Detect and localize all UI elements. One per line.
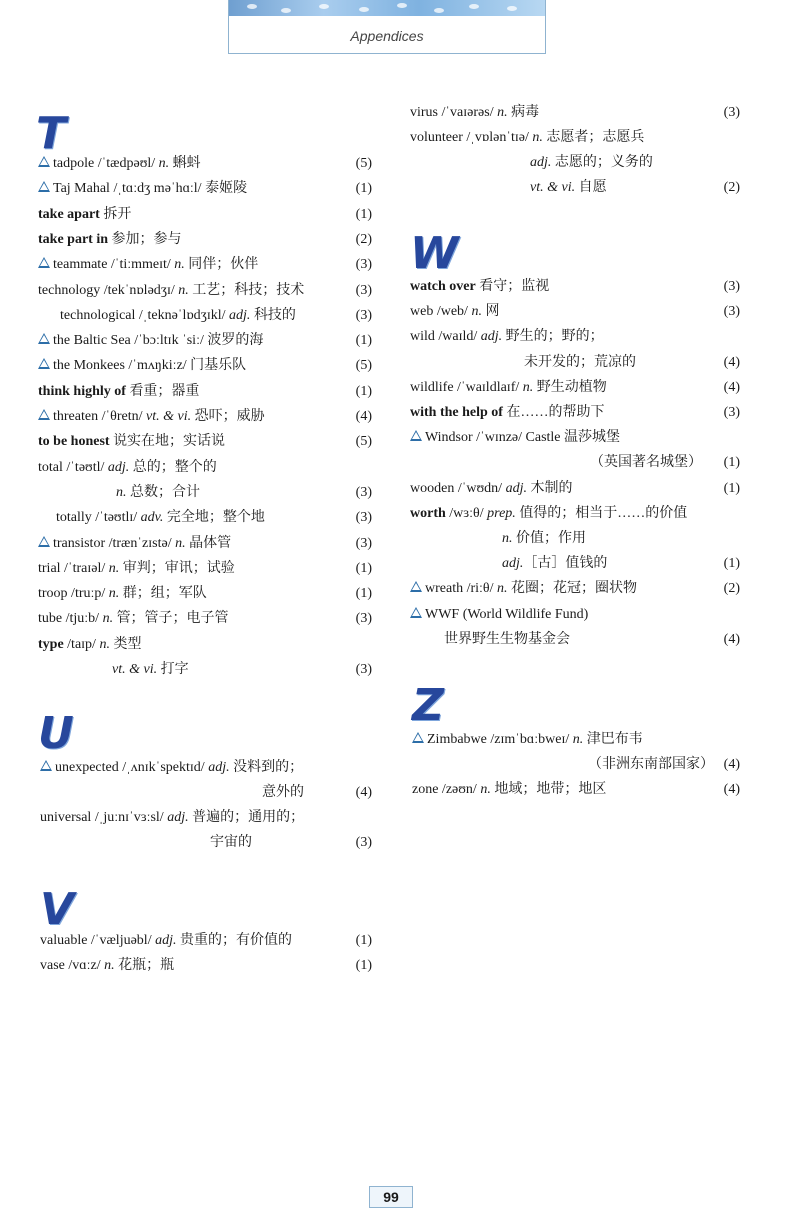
entry-content: teammate /ˈtiːmmeɪt/ n. 同伴；伙伴 — [53, 257, 259, 273]
entry-content: adj. 志愿的；义务的 — [530, 155, 653, 170]
entry-content: tadpole /ˈtædpəʊl/ n. 蝌蚪 — [53, 156, 201, 171]
unit-number: (3) — [355, 510, 372, 526]
entry-text — [40, 806, 304, 830]
unit-number: (1) — [723, 455, 740, 471]
entry-row — [38, 279, 374, 303]
entry-text — [38, 329, 263, 353]
entry-content: technological /ˌteknəˈlɒdʒɪkl/ adj. 科技的 — [60, 307, 296, 323]
entry-text — [502, 527, 586, 551]
entry-content: threaten /ˈθretn/ vt. & vi. 恐吓；威胁 — [53, 409, 265, 424]
entry-text — [38, 228, 182, 252]
entry-content: n. 总数；合计 — [116, 484, 200, 500]
unit-number: (4) — [723, 631, 740, 647]
entry-text — [38, 456, 217, 480]
entry-content: vt. & vi. 自愿 — [530, 180, 607, 195]
entry-text — [60, 304, 296, 328]
entry-row — [410, 176, 742, 200]
unit-number: (4) — [723, 782, 740, 797]
section-letter-u: U — [38, 708, 74, 759]
entry-content: think highly of 看重；器重 — [38, 383, 200, 399]
triangle-icon — [38, 181, 50, 192]
entry-text — [38, 405, 265, 429]
triangle-icon — [38, 257, 50, 268]
entry-content: wildlife /ˈwaɪldlaɪf/ n. 野生动植物 — [410, 379, 607, 395]
entry-row — [38, 152, 374, 176]
entry-content: take part in 参加；参与 — [38, 231, 182, 247]
page-number: 99 — [369, 1186, 413, 1208]
entry-content: watch over 看守；监视 — [410, 279, 550, 294]
entry-text — [410, 376, 607, 400]
entry-text — [410, 577, 637, 601]
unit-number: (3) — [355, 307, 372, 323]
entry-row — [38, 228, 374, 252]
triangle-icon — [38, 536, 50, 547]
section-letter-t: T — [36, 108, 67, 159]
entry-row — [38, 532, 374, 556]
entry-text — [262, 781, 304, 805]
triangle-icon — [38, 333, 50, 344]
entry-row — [410, 603, 742, 627]
entry-text — [410, 325, 604, 349]
entry-text — [410, 477, 572, 501]
unit-number: (3) — [355, 257, 372, 273]
entry-text — [38, 380, 199, 404]
entry-text — [40, 756, 303, 780]
entry-row — [410, 577, 742, 601]
entry-row — [38, 633, 374, 657]
entry-content: valuable /ˈvæljuəbl/ adj. 贵重的；有价值的 — [40, 933, 292, 948]
unit-number: (1) — [355, 933, 372, 948]
entry-content: type /taɪp/ n. 类型 — [38, 636, 142, 652]
entry-row — [410, 527, 742, 551]
entry-content: worth /wɜːθ/ prep. 值得的；相当于……的价值 — [410, 505, 688, 521]
entry-row — [38, 329, 374, 353]
unit-number: (5) — [355, 156, 372, 171]
entry-row — [38, 506, 374, 530]
entry-text — [38, 253, 258, 277]
entry-text — [38, 557, 235, 581]
entry-text — [410, 401, 604, 425]
entry-content: vt. & vi. 打字 — [112, 662, 189, 677]
entry-text — [410, 275, 549, 299]
entry-text — [524, 351, 636, 375]
unit-number: (3) — [355, 835, 372, 850]
unit-number: (1) — [355, 181, 372, 197]
entry-text — [410, 101, 539, 125]
unit-number: (4) — [723, 354, 740, 370]
entry-content: transistor /trænˈzɪstə/ n. 晶体管 — [53, 535, 232, 551]
entry-row — [410, 325, 742, 349]
entry-text — [112, 658, 189, 682]
unit-number: (1) — [355, 586, 372, 602]
entry-content: Zimbabwe /zɪmˈbɑːbweɪ/ n. 津巴布韦 — [427, 732, 643, 747]
entry-text — [530, 151, 653, 175]
entry-row — [410, 426, 742, 450]
entry-content: take apart 拆开 — [38, 206, 132, 222]
entry-text — [38, 430, 225, 454]
entry-row — [38, 253, 374, 277]
section-letter-z: Z — [412, 680, 444, 731]
entry-content: 世界野生生物基金会 — [444, 631, 570, 647]
entry-row — [38, 430, 374, 454]
unit-number: (2) — [723, 180, 740, 195]
entry-row — [410, 101, 742, 125]
entry-content: （英国著名城堡） — [590, 455, 702, 471]
header-decoration — [229, 0, 545, 16]
unit-number: (1) — [723, 556, 740, 572]
entry-content: universal /ˌjuːnɪˈvɜːsl/ adj. 普遍的；通用的； — [40, 810, 305, 825]
entry-row — [40, 806, 374, 830]
entry-content: WWF (World Wildlife Fund) — [425, 606, 589, 622]
entry-text — [530, 176, 607, 200]
entry-row — [410, 502, 742, 526]
entry-content: totally /ˈtəʊtlɪ/ adv. 完全地；整个地 — [56, 510, 265, 526]
entry-row — [410, 126, 742, 150]
entry-row — [38, 405, 374, 429]
unit-number: (3) — [723, 405, 740, 420]
unit-number: (1) — [355, 206, 372, 222]
entry-text — [410, 502, 687, 526]
entry-row — [410, 401, 742, 425]
entry-content: wild /waɪld/ adj. 野生的；野的； — [410, 329, 604, 345]
unit-number: (2) — [723, 581, 740, 597]
unit-number: (3) — [723, 279, 740, 294]
entry-content: with the help of 在……的帮助下 — [410, 405, 605, 420]
entry-row — [410, 151, 742, 175]
entry-row — [38, 481, 374, 505]
triangle-icon — [412, 732, 424, 743]
entry-row — [410, 552, 742, 576]
entry-text — [40, 954, 174, 978]
entry-content: trial /ˈtraɪəl/ n. 审判；审讯；试验 — [38, 560, 235, 576]
unit-number: (3) — [355, 611, 372, 627]
entry-text — [38, 532, 231, 556]
entry-row — [38, 607, 374, 631]
entry-content: 意外的 — [262, 785, 304, 800]
entry-text — [590, 451, 702, 475]
entry-row — [412, 778, 742, 802]
entry-content: vase /vɑːz/ n. 花瓶；瓶 — [40, 958, 175, 973]
unit-number: (3) — [355, 535, 372, 551]
entry-text — [38, 607, 229, 631]
header-title: Appendices — [350, 28, 424, 44]
entry-row — [40, 781, 374, 805]
entry-row — [410, 275, 742, 299]
unit-number: (3) — [723, 304, 740, 320]
entry-content: （非洲东南部国家） — [588, 757, 714, 772]
entry-text — [38, 203, 131, 227]
unit-number: (1) — [355, 560, 372, 576]
entry-text — [412, 728, 643, 752]
entry-content: troop /truːp/ n. 群；组；军队 — [38, 586, 207, 602]
unit-number: (3) — [355, 484, 372, 500]
entry-row — [38, 354, 374, 378]
entry-text — [410, 603, 588, 627]
entry-text — [410, 426, 620, 450]
entry-content: to be honest 说实在地；实话说 — [38, 434, 226, 450]
triangle-icon — [38, 409, 50, 420]
entry-text — [410, 126, 644, 150]
entry-row — [38, 582, 374, 606]
entry-row — [410, 451, 742, 475]
entry-row — [40, 929, 374, 953]
entry-row — [412, 753, 742, 777]
entry-row — [40, 954, 374, 978]
entry-text — [38, 633, 141, 657]
entry-row — [38, 658, 374, 682]
triangle-icon — [410, 430, 422, 441]
entry-text — [502, 552, 607, 576]
entry-content: virus /ˈvaɪərəs/ n. 病毒 — [410, 105, 540, 120]
entry-row — [38, 177, 374, 201]
unit-number: (4) — [355, 409, 372, 424]
entry-row — [40, 756, 374, 780]
entry-content: tube /tjuːb/ n. 管；管子；电子管 — [38, 611, 229, 627]
entry-row — [412, 728, 742, 752]
entry-row — [38, 203, 374, 227]
entry-text — [412, 778, 606, 802]
entry-text — [210, 831, 252, 855]
triangle-icon — [38, 156, 50, 167]
unit-number: (3) — [723, 105, 740, 120]
entry-content: Taj Mahal /ˌtɑːdʒ məˈhɑːl/ 泰姬陵 — [53, 181, 248, 197]
unit-number: (3) — [355, 662, 372, 677]
entry-content: 未开发的；荒凉的 — [524, 354, 636, 370]
entry-text — [38, 152, 201, 176]
entry-row — [410, 477, 742, 501]
entry-row — [38, 557, 374, 581]
entry-row — [410, 628, 742, 652]
entry-row — [38, 304, 374, 328]
entry-text — [38, 177, 247, 201]
entry-text — [38, 582, 207, 606]
unit-number: (4) — [355, 785, 372, 800]
entry-text — [40, 929, 292, 953]
entry-content: wooden /ˈwʊdn/ adj. 木制的 — [410, 480, 573, 496]
entry-content: web /web/ n. 网 — [410, 304, 500, 320]
entry-content: unexpected /ˌʌnɪkˈspektɪd/ adj. 没料到的； — [55, 760, 304, 775]
triangle-icon — [40, 760, 52, 771]
unit-number: (2) — [355, 231, 372, 247]
unit-number: (5) — [355, 434, 372, 450]
unit-number: (3) — [355, 282, 372, 298]
entry-content: n. 价值；作用 — [502, 531, 586, 546]
triangle-icon — [410, 581, 422, 592]
entry-row — [40, 831, 374, 855]
section-letter-v: V — [40, 884, 75, 935]
entry-row — [410, 351, 742, 375]
entry-text — [116, 481, 200, 505]
entry-content: total /ˈtəʊtl/ adj. 总的；整个的 — [38, 459, 217, 475]
entry-row — [410, 376, 742, 400]
entry-content: technology /tekˈnɒlədʒɪ/ n. 工艺；科技；技术 — [38, 282, 305, 298]
entry-content: the Monkees /ˈmʌŋkiːz/ 门基乐队 — [53, 358, 247, 374]
unit-number: (1) — [355, 958, 372, 973]
entry-text — [410, 300, 499, 324]
entry-content: 宇宙的 — [210, 835, 252, 850]
unit-number: (1) — [723, 480, 740, 496]
entry-content: adj.［古］值钱的 — [502, 556, 608, 572]
entry-content: volunteer /ˌvɒlənˈtɪə/ n. 志愿者；志愿兵 — [410, 130, 645, 145]
entry-row — [38, 380, 374, 404]
section-letter-w: W — [410, 228, 459, 279]
entry-row — [410, 300, 742, 324]
entry-text — [38, 354, 246, 378]
entry-text — [38, 279, 304, 303]
triangle-icon — [38, 358, 50, 369]
unit-number: (5) — [355, 358, 372, 374]
entry-content: Windsor /ˈwɪnzə/ Castle 温莎城堡 — [425, 430, 621, 446]
entry-row — [38, 456, 374, 480]
entry-content: zone /zəʊn/ n. 地域；地带；地区 — [412, 782, 607, 797]
unit-number: (4) — [723, 379, 740, 395]
entry-text — [588, 753, 714, 777]
entry-content: wreath /riːθ/ n. 花圈；花冠；圈状物 — [425, 581, 638, 597]
entry-text — [444, 628, 570, 652]
unit-number: (4) — [723, 757, 740, 772]
entry-text — [56, 506, 265, 530]
unit-number: (1) — [355, 333, 372, 349]
entry-content: the Baltic Sea /ˈbɔːltɪk ˈsiː/ 波罗的海 — [53, 333, 264, 349]
triangle-icon — [410, 607, 422, 618]
unit-number: (1) — [355, 383, 372, 399]
page-header — [228, 0, 546, 54]
